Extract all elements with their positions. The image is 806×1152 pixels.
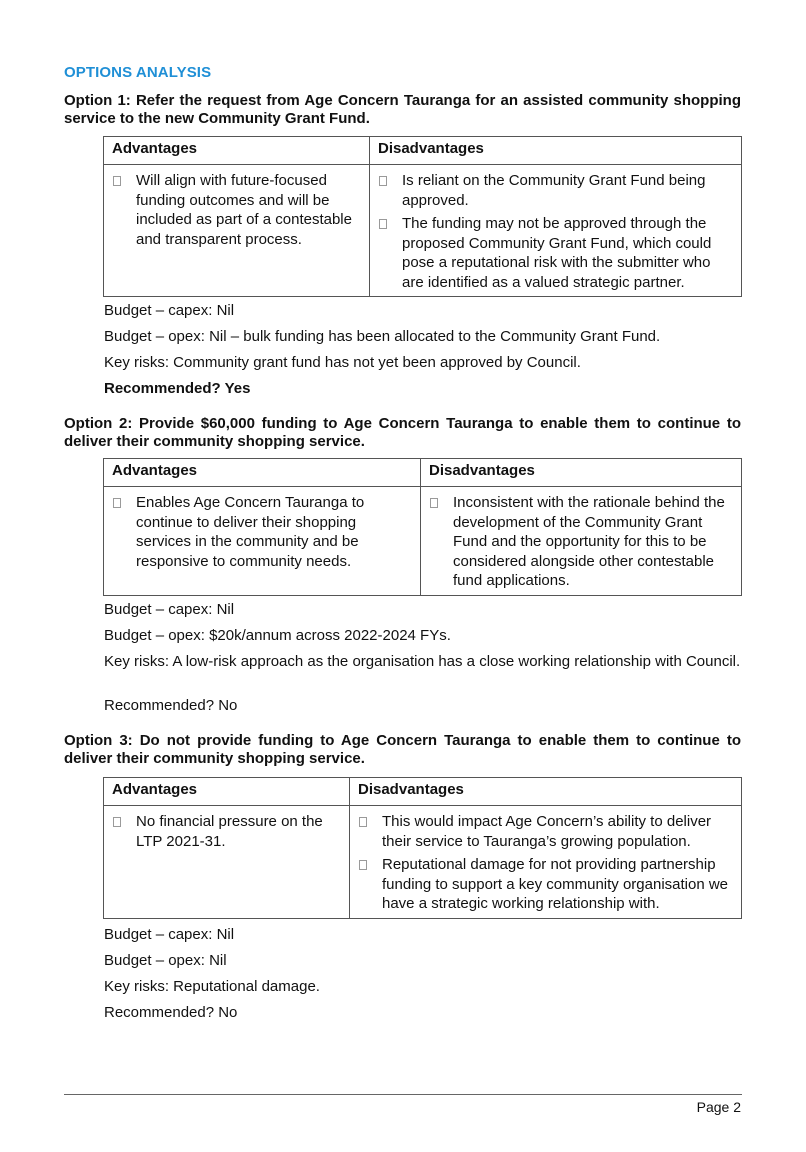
disadvantages-header: Disadvantages <box>421 459 742 487</box>
option-2-table <box>103 458 742 596</box>
list-item: Inconsistent with the rationale behind the development of the Community Grant Fund and the opportunity for this to be considered alongside other contestable fund applications. <box>429 493 733 591</box>
checkbox-bullet-icon <box>113 498 121 508</box>
option-1-recommended: Recommended? Yes <box>104 380 251 397</box>
disadvantages-header: Disadvantages <box>350 778 742 806</box>
option-1-budget-opex: Budget – opex: Nil – bulk funding has been allocated to the Community Grant Fund. <box>104 328 661 345</box>
checkbox-bullet-icon <box>113 817 121 827</box>
section-title: OPTIONS ANALYSIS <box>64 64 212 81</box>
checkbox-bullet-icon <box>113 176 121 186</box>
list-item: Reputational damage for not providing partnership funding to support a key community organisation we have a strategic working relationship with. <box>358 855 733 914</box>
advantages-header: Advantages <box>104 778 350 806</box>
disadvantages-header: Disadvantages <box>370 137 742 165</box>
disadvantages-cell <box>421 487 742 596</box>
option-2-budget-capex: Budget – capex: Nil <box>104 601 235 618</box>
checkbox-bullet-icon <box>359 817 367 827</box>
list-item: Enables Age Concern Tauranga to continue to deliver their shopping services in the community and be responsive to community needs. <box>112 493 412 571</box>
checkbox-bullet-icon <box>379 176 387 186</box>
option-1-key-risks: Key risks: Community grant fund has not yet been approved by Council. <box>104 354 581 371</box>
option-3-budget-capex: Budget – capex: Nil <box>104 926 235 943</box>
advantages-header: Advantages <box>104 137 370 165</box>
checkbox-bullet-icon <box>359 860 367 870</box>
list-item: The funding may not be approved through the proposed Community Grant Fund, which could pose a reputational risk with the submitter who are identified as a valued strategic partner. <box>378 214 733 292</box>
option-2-recommended: Recommended? No <box>104 697 238 714</box>
disadvantages-cell <box>350 806 742 919</box>
option-3-recommended: Recommended? No <box>104 1004 238 1021</box>
page-number: Page 2 <box>696 1099 741 1115</box>
option-3-table <box>103 777 742 919</box>
list-item: No financial pressure on the LTP 2021-31. <box>112 812 341 851</box>
option-2-budget-opex: Budget – opex: $20k/annum across 2022-2024 FYs. <box>104 627 451 644</box>
footer-divider <box>64 1094 742 1095</box>
option-2-heading: Option 2: Provide $60,000 funding to Age Concern Tauranga to enable them to continue to deliver their community shopping service. <box>64 415 741 450</box>
list-item: This would impact Age Concern’s ability to deliver their service to Tauranga’s growing population. <box>358 812 733 851</box>
checkbox-bullet-icon <box>379 219 387 229</box>
advantages-cell <box>104 165 370 297</box>
advantages-header: Advantages <box>104 459 421 487</box>
option-2-key-risks: Key risks: A low-risk approach as the organisation has a close working relationship with Council. <box>104 653 741 670</box>
checkbox-bullet-icon <box>430 498 438 508</box>
advantages-cell <box>104 806 350 919</box>
option-3-budget-opex: Budget – opex: Nil <box>104 952 227 969</box>
option-1-heading: Option 1: Refer the request from Age Concern Tauranga for an assisted community shopping service to the new Community Grant Fund. <box>64 92 741 127</box>
list-item: Will align with future-focused funding outcomes and will be included as part of a contestable and transparent process. <box>112 171 361 249</box>
option-1-budget-capex: Budget – capex: Nil <box>104 302 235 319</box>
disadvantages-cell <box>370 165 742 297</box>
list-item: Is reliant on the Community Grant Fund being approved. <box>378 171 733 210</box>
option-3-heading: Option 3: Do not provide funding to Age Concern Tauranga to enable them to continue to deliver their community shopping service. <box>64 732 741 767</box>
advantages-cell <box>104 487 421 596</box>
option-3-key-risks: Key risks: Reputational damage. <box>104 978 320 995</box>
option-1-table <box>103 136 742 297</box>
